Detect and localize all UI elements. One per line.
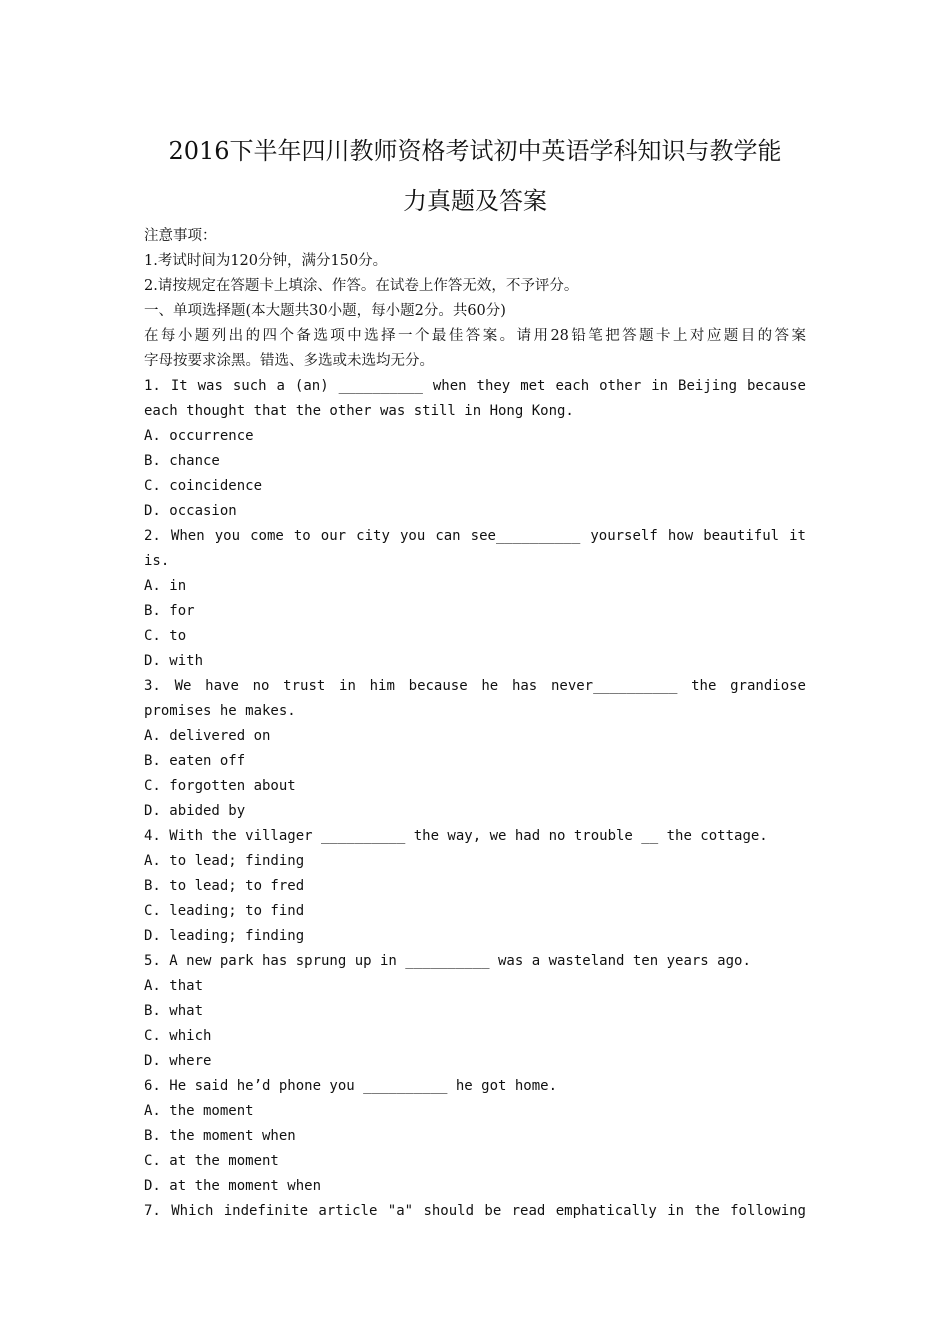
question-6-option-c: C. at the moment (144, 1153, 279, 1169)
document-title-line-1: 2016下半年四川教师资格考试初中英语学科知识与教学能 (168, 137, 782, 165)
question-4-option-c: C. leading; to find (144, 903, 305, 919)
note-item-2: 2.请按规定在答题卡上填涂、作答。在试卷上作答无效，不予评分。 (144, 278, 579, 294)
question-3-stem-line-2: promises he makes. (144, 703, 296, 719)
question-5-option-d: D. where (144, 1053, 212, 1069)
question-6-option-b: B. the moment when (144, 1128, 296, 1144)
section-heading: 一、单项选择题(本大题共30小题，每小题2分。共60分) (144, 303, 506, 319)
question-1-stem-line-2: each thought that the other was still in Hong Kong. (144, 403, 574, 419)
question-6-option-a: A. the moment (144, 1103, 254, 1119)
question-4-stem-line-1: 4. With the villager __________ the way, we had no trouble __ the cottage. (144, 828, 768, 844)
question-1-stem-line-1: 1. It was such a (an) __________ when they met each other in Beijing because (144, 378, 806, 394)
question-7-stem-line-1: 7. Which indefinite article "a" should be read emphatically in the following (144, 1203, 806, 1219)
question-2-option-d: D. with (144, 653, 204, 669)
question-3-option-c: C. forgotten about (144, 778, 296, 794)
question-6-stem-line-1: 6. He said he’d phone you __________ he got home. (144, 1078, 558, 1094)
note-item-1: 1.考试时间为120分钟，满分150分。 (144, 253, 388, 269)
question-2-option-b: B. for (144, 603, 195, 619)
question-1-option-b: B. chance (144, 453, 220, 469)
question-3-option-a: A. delivered on (144, 728, 271, 744)
question-6-option-d: D. at the moment when (144, 1178, 322, 1194)
question-5-option-a: A. that (144, 978, 204, 994)
section-instruction-line-1: 在每小题列出的四个备选项中选择一个最佳答案。请用28铅笔把答题卡上对应题目的答案 (144, 328, 806, 344)
notes-heading: 注意事项： (144, 228, 217, 244)
section-instruction-line-2: 字母按要求涂黑。错选、多选或未选均无分。 (144, 353, 434, 369)
document-body (144, 224, 806, 1224)
question-5-option-c: C. which (144, 1028, 212, 1044)
question-5-stem-line-1: 5. A new park has sprung up in __________ was a wasteland ten years ago. (144, 953, 751, 969)
question-5-option-b: B. what (144, 1003, 204, 1019)
question-2-stem-line-2: is. (144, 553, 170, 569)
question-2-option-c: C. to (144, 628, 187, 644)
question-3-stem-line-1: 3. We have no trust in him because he has never__________ the grandiose (144, 678, 806, 694)
question-3-option-b: B. eaten off (144, 753, 246, 769)
question-4-option-b: B. to lead; to fred (144, 878, 305, 894)
document-title-line-2: 力真题及答案 (403, 187, 547, 215)
question-4-option-a: A. to lead; finding (144, 853, 305, 869)
question-1-option-a: A. occurrence (144, 428, 254, 444)
question-4-option-d: D. leading; finding (144, 928, 305, 944)
question-1-option-c: C. coincidence (144, 478, 263, 494)
question-2-option-a: A. in (144, 578, 187, 594)
question-3-option-d: D. abided by (144, 803, 246, 819)
question-1-option-d: D. occasion (144, 503, 237, 519)
question-2-stem-line-1: 2. When you come to our city you can see__________ yourself how beautiful it (144, 528, 806, 544)
